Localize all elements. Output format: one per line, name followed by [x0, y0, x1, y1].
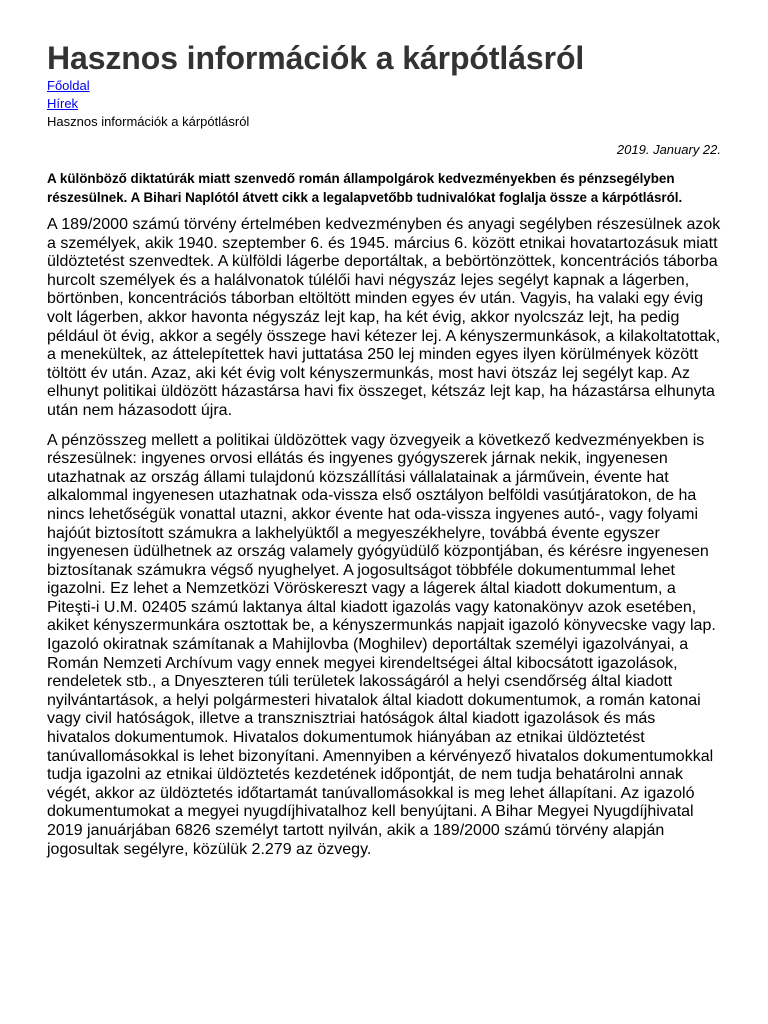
article-lead: A különböző diktatúrák miatt szenvedő román állampolgárok kedvezményekben és pénzsegélyben részesülnek. A Bihari Naplótól átvett cikk a legalapvetőbb tudnivalókat foglalja össze a kárpótlásról. [47, 171, 683, 205]
breadcrumb-current: Hasznos információk a kárpótlásról [47, 114, 250, 129]
article-paragraph-2: A pénzösszeg mellett a politikai üldözöttek vagy özvegyeik a következő kedvezményekben is részesülnek: ingyenes orvosi ellátás és ingyenes gyógyszerek járnak nekik, ingyenesen utazhatnak az ország állami tulajdonú közszállítási vállalatainak a járművein, évente hat alkalommal ingyenesen utazhatnak oda-vissza első osztályon belföldi vasútjáratokon, de ha nincs lehetőségük vonattal utazni, akkor évente hat oda-vissza ingyenes autó-, vagy folyami hajóút biztosított számukra a lakhelyüktől a megyeszékhelyre, továbbá évente egyszer ingyenesen üdülhetnek az ország valamely gyógyüdülő központjában, és kérésre ingyenesen biztosítanak számukra végső nyughelyet. A jogosultságot többféle dokumentummal lehet igazolni. Ez lehet a Nemzetközi Vöröskereszt vagy a lágerek által kiadott dokumentum, a Piteşti-i U.M. 02405 számú laktanya által kiadott igazolás vagy katonakönyv azok esetében, akiket kényszermunkára osztottak be, a kényszermunkás napjait igazoló könyvecske vagy lap. Igazoló okiratnak számítanak a Mahijlovba (Moghilev) deportáltak személyi igazolványai, a Román Nemzeti Archívum vagy ennek megyei kirendeltségei által kibocsátott igazolások, rendeletek stb., a Dnyeszteren túli területek lakosságáról a helyi csendőrség által kiadott nyilvántartások, a helyi polgármesteri hivatalok által kiadott dokumentumok, a román katonai vagy civil hatóságok, illetve a transznisztriai hatóságok által kiadott igazolások és más hivatalos dokumentumok. Hivatalos dokumentumok hiányában az etnikai üldöztetést tanúvallomásokkal is lehet bizonyítani. Amennyiben a kérvényező hivatalos dokumentumokkal tudja igazolni az etnikai üldöztetés kezdetének időpontját, de nem tudja behatárolni annak végét, akkor az üldöztetés időtartamát tanúvallomásokkal is meg lehet állapítani. Az igazoló dokumentumokat a megyei nyugdíjhivatalhoz kell benyújtani. A Bihar Megyei Nyugdíjhivatal 2019 januárjában 6826 személyt tartott nyilván, akik a 189/2000 számú törvény alapján jogosultak segélyre, közülük 2.279 az özvegy. [47, 431, 716, 858]
article-paragraph-1: A 189/2000 számú törvény értelmében kedvezményben és anyagi segélyben részesülnek azok a személyek, akik 1940. szeptember 6. és 1945. március 6. között etnikai hovatartozásuk miatt üldöztetést szenvedtek. A külföldi lágerbe deportáltak, a bebörtönzöttek, koncentrációs táborba hurcolt személyek és a halálvonatok túlélői havi négyszáz lejes segélyt kapnak a lágerben, börtönben, koncentrációs táborban eltöltött minden egyes év után. Vagyis, ha valaki egy évig volt lágerben, akkor havonta négyszáz lejt kap, ha két évig, akkor nyolcszáz lejt, ha pedig például öt évig, akkor a segély összege havi kétezer lej. A kényszermunkások, a kilakoltatottak, a menekültek, az áttelepítettek havi juttatása 250 lej minden egyes ilyen körülmények között töltött év után. Azaz, aki két évig volt kényszermunkás, most havi ötszáz lej segélyt kap. Az elhunyt politikai üldözött házastársa havi fix összeget, kétszáz lejt kap, ha házastársa elhunyta után nem házasodott újra. [47, 216, 721, 419]
breadcrumb-news-link[interactable]: Hírek [47, 96, 79, 111]
breadcrumb [47, 77, 721, 131]
article-date: 2019. January 22. [616, 142, 721, 157]
breadcrumb-home-link[interactable]: Főoldal [47, 78, 90, 93]
page-title: Hasznos információk a kárpótlásról [47, 40, 585, 76]
